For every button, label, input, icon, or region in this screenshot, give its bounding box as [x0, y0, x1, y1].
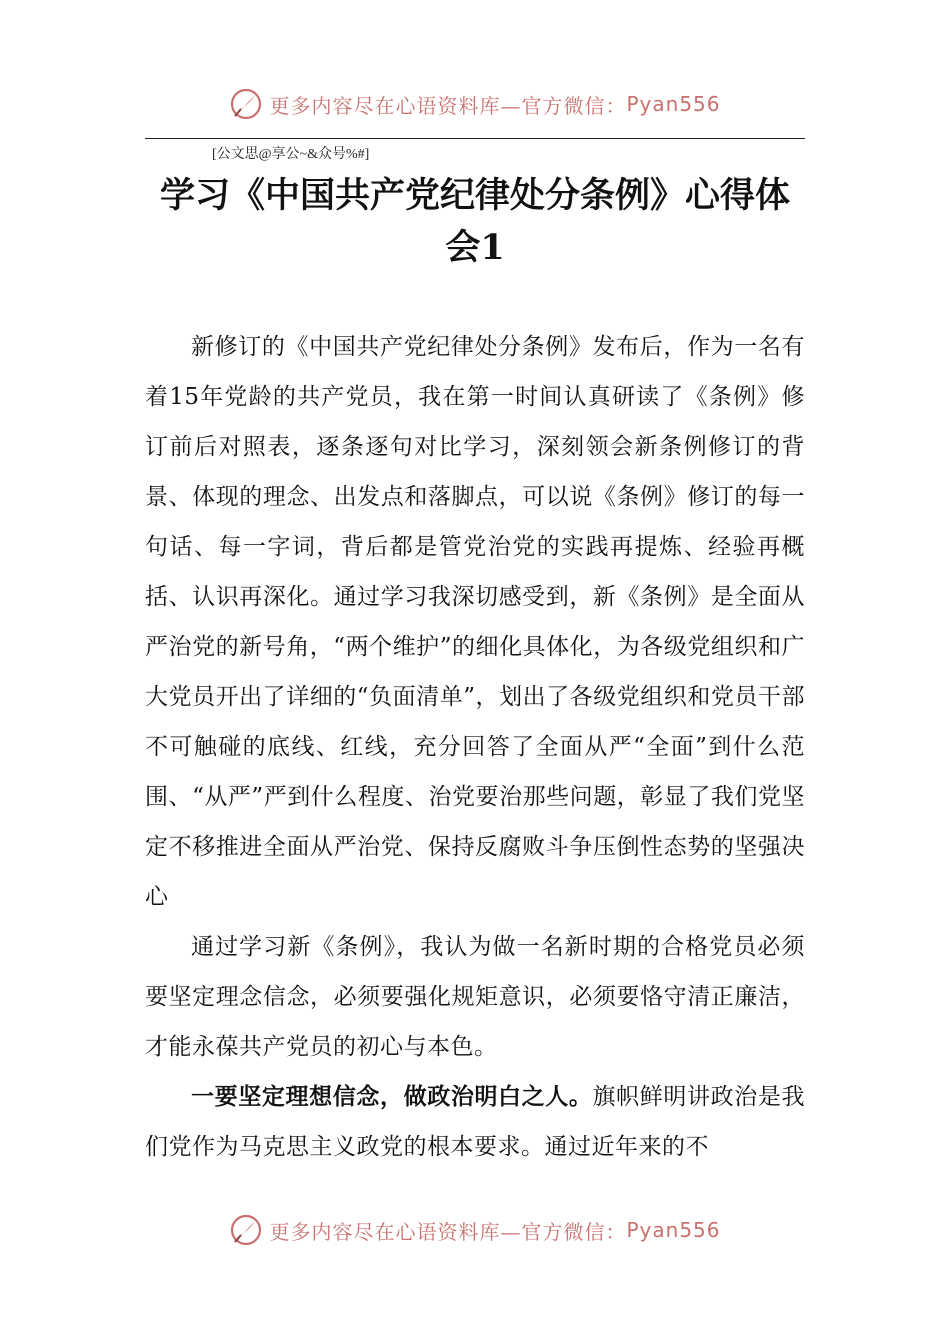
- paragraph-2: 通过学习新《条例》，我认为做一名新时期的合格党员必须要坚定理念信念，必须要强化规矩意识，必须要恪守清正廉洁，才能永葆共产党员的初心与本色。: [145, 934, 805, 1060]
- document-title: 学习《中国共产党纪律处分条例》心得体会1: [159, 175, 790, 268]
- banner-text: 更多内容尽在心语资料库—官方微信：: [269, 93, 627, 118]
- paragraph-3-heading: 一要坚定理想信念，做政治明白之人。: [191, 1084, 593, 1110]
- banner-wechat: Pyan556: [626, 92, 721, 116]
- header-rule: [145, 138, 805, 139]
- banner-wechat: Pyan556: [626, 1218, 721, 1242]
- quill-logo-icon: [229, 1213, 263, 1247]
- paragraph-1: 新修订的《中国共产党纪律处分条例》发布后，作为一名有着15年党龄的共产党员，我在第一时间认真研读了《条例》修订前后对照表，逐条逐句对比学习，深刻领会新条例修订的背景、体现的理念、出发点和落脚点，可以说《条例》修订的每一句话、每一字词，背后都是管党治党的实践再提炼、经验再概括、认识再深化。通过学习我深切感受到，新《条例》是全面从严治党的新号角，“两个维护”的细化具体化，为各级党组织和广大党员开出了详细的“负面清单”，划出了各级党组织和党员干部不可触碰的底线、红线，充分回答了全面从严“全面”到什么范围、“从严”严到什么程度、治党要治那些问题，彰显了我们党坚定不移推进全面从严治党、保持反腐败斗争压倒性态势的坚强决心: [145, 334, 805, 910]
- source-tag: [公文思@享公~&众号%#]: [212, 147, 370, 162]
- header-banner: [0, 84, 950, 124]
- footer-banner: [0, 1210, 950, 1250]
- document-body: [145, 322, 805, 1172]
- quill-logo-icon: [229, 87, 263, 121]
- paragraph-3-text: 旗帜鲜明讲政治是我们党作为马克思主义政党的根本要求。通过近年来的不: [145, 1084, 806, 1160]
- banner-text: 更多内容尽在心语资料库—官方微信：: [269, 1219, 627, 1244]
- paragraph-3: [145, 1072, 805, 1172]
